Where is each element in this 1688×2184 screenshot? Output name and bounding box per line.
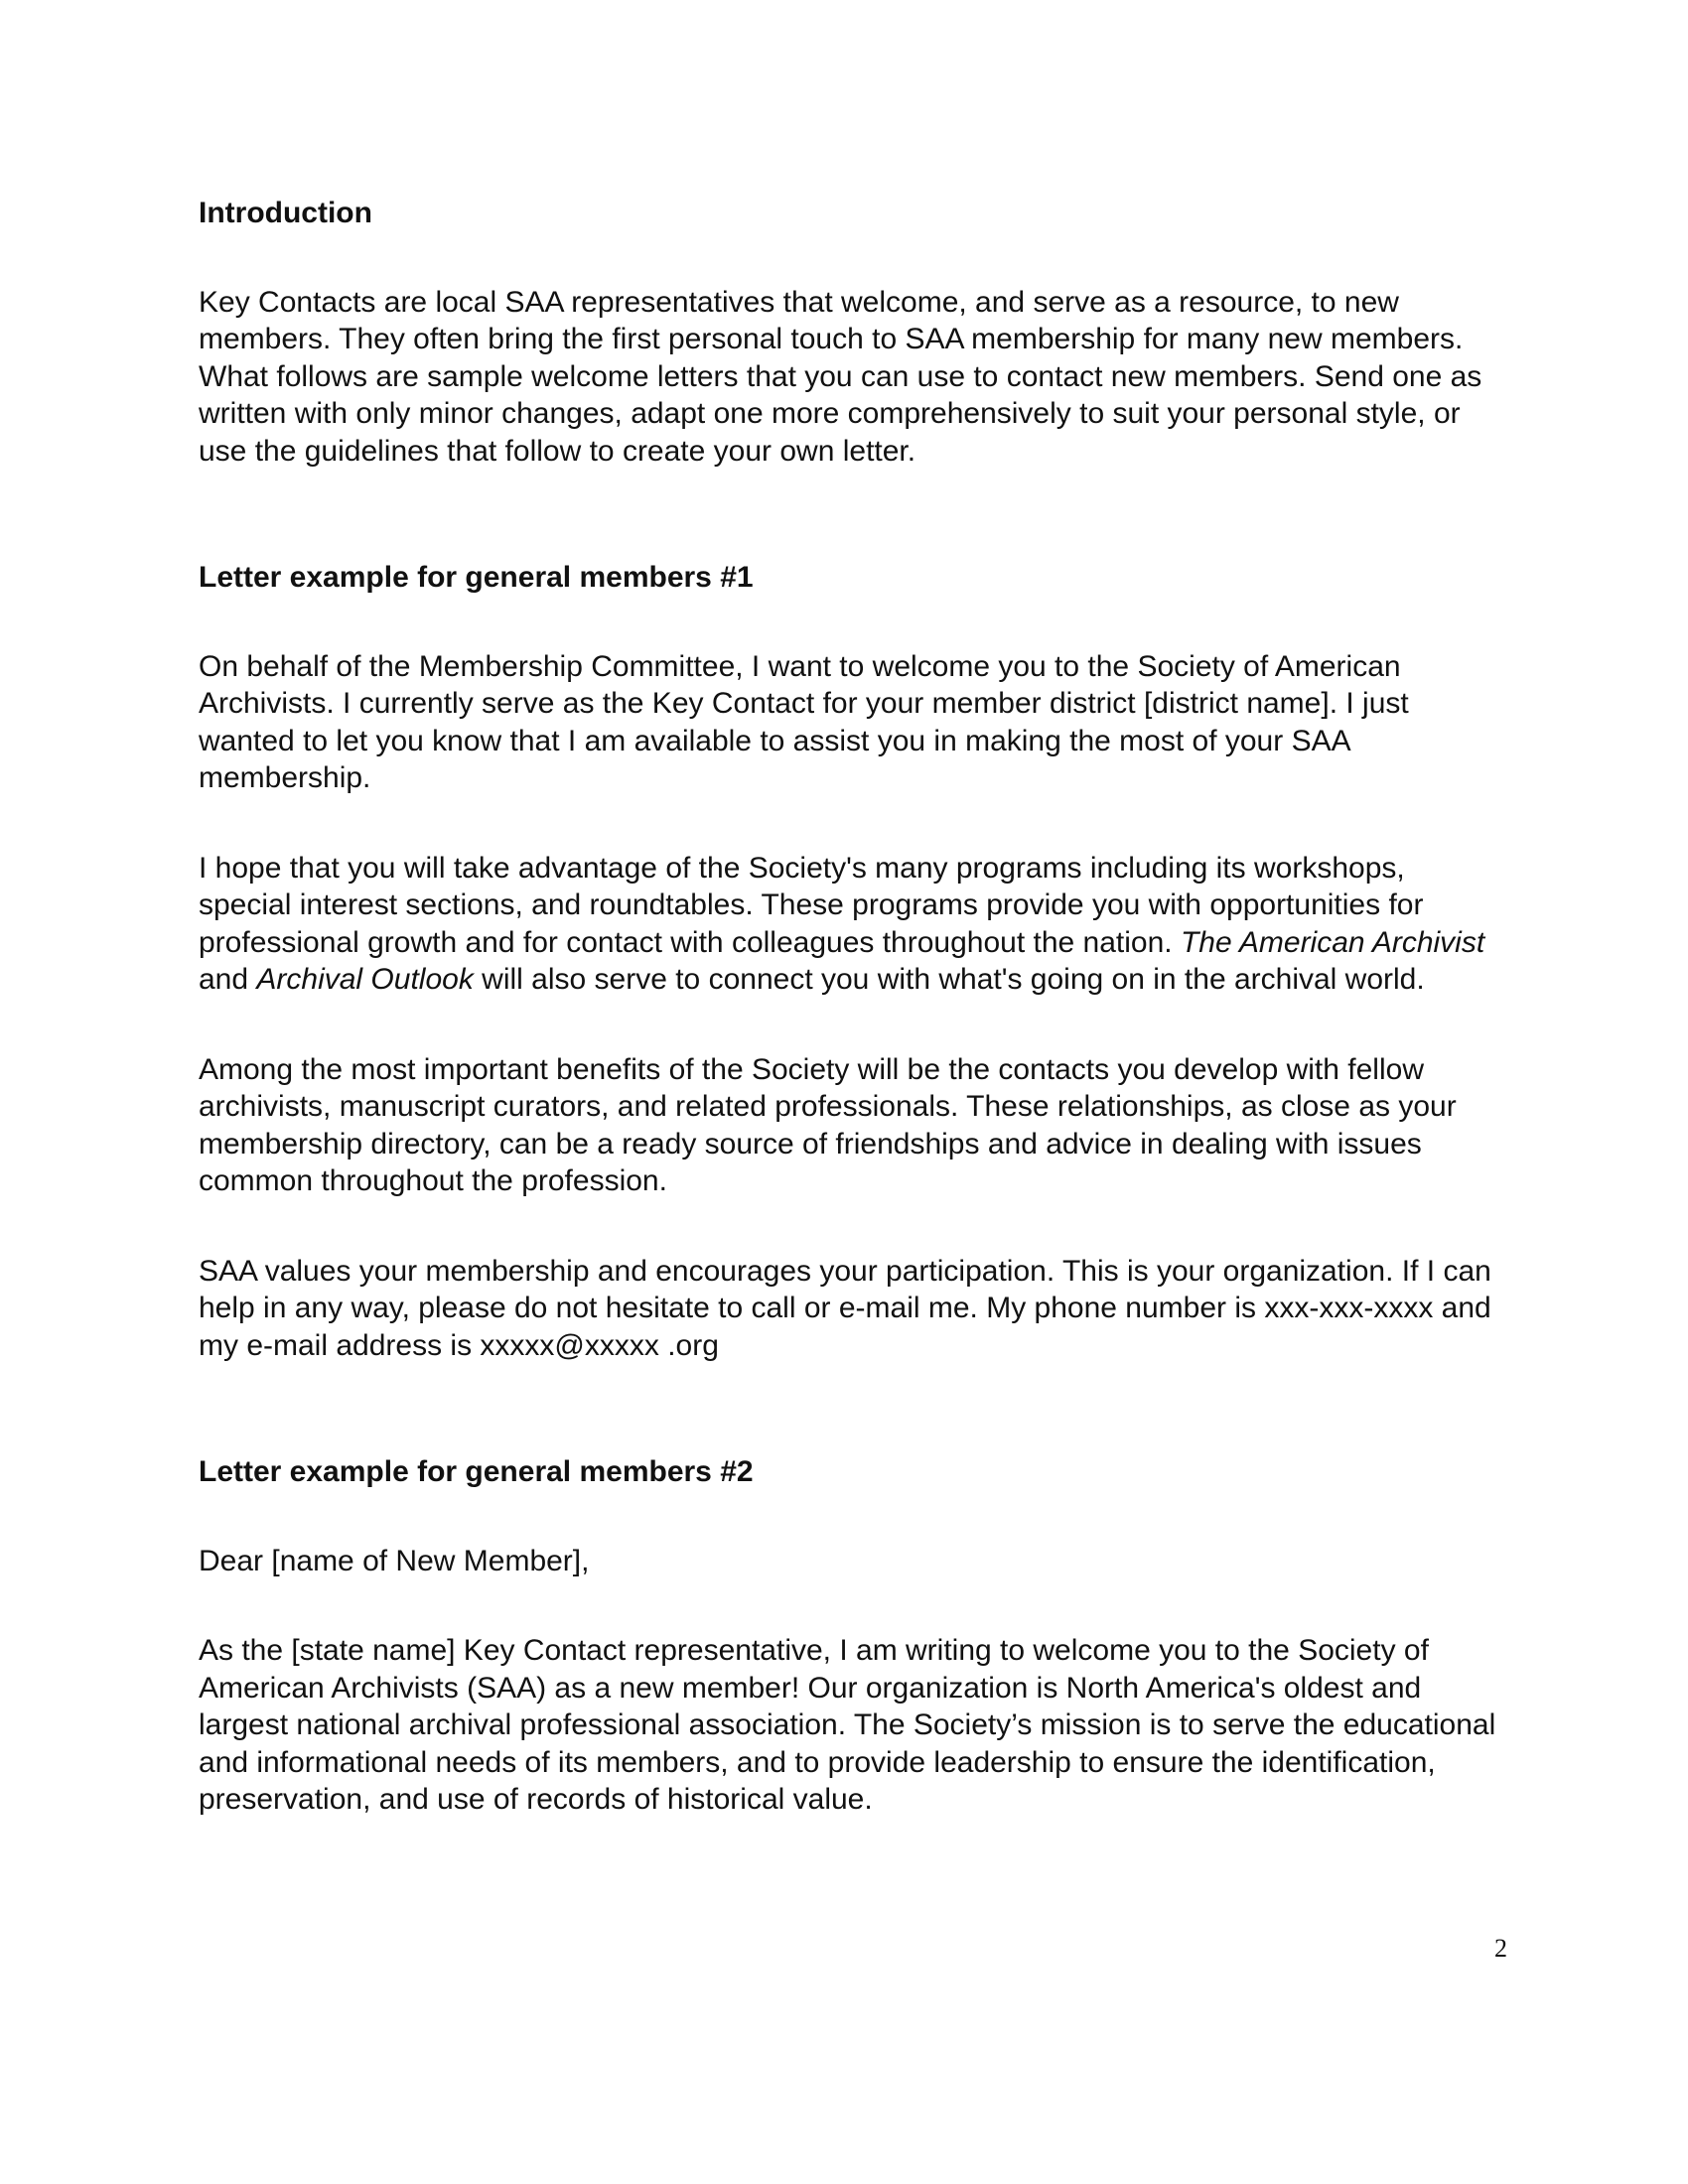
- letter1-paragraph-4: SAA values your membership and encourages your participation. This is your organization. If I can help in any way, please do not hesitate to call or e-mail me. My phone number is xxx-xxx-xxxx and my e-mail address is xxxxx@xxxxx .org: [199, 1254, 1491, 1362]
- page-number: 2: [1494, 1934, 1507, 1963]
- letter1-paragraph-1: On behalf of the Membership Committee, I want to welcome you to the Society of American Archivists. I currently serve as the Key Contact for your member district [district name]. I just wanted to let you know that I am available to assist you in making the most of your SAA membership.: [199, 649, 1409, 794]
- journal-title-american-archivist: The American Archivist: [1180, 925, 1485, 959]
- letter1-heading: Letter example for general members #1: [199, 561, 754, 594]
- letter1-p2-text-before: I hope that you will take advantage of the Society's many programs including its workshops, special interest sections, and roundtables. These programs provide you with opportunities for professional growth and for contact with colleagues throughout the nation.: [199, 851, 1424, 959]
- journal-title-archival-outlook: Archival Outlook: [256, 963, 474, 996]
- document-body: [199, 195, 1499, 1819]
- letter1-p2-text-and: and: [199, 963, 257, 996]
- letter2-salutation: Dear [name of New Member],: [199, 1544, 590, 1577]
- letter1-paragraph-3: Among the most important benefits of the Society will be the contacts you develop with fellow archivists, manuscript curators, and related professionals. These relationships, as close as your membership directory, can be a ready source of friendships and advice in dealing with issues common throughout the profession.: [199, 1052, 1457, 1197]
- introduction-paragraph: Key Contacts are local SAA representatives that welcome, and serve as a resource, to new members. They often bring the first personal touch to SAA membership for many new members. What follows are sample welcome letters that you can use to contact new members. Send one as written with only minor changes, adapt one more comprehensively to suit your personal style, or use the guidelines that follow to create your own letter.: [199, 285, 1482, 468]
- letter2-heading: Letter example for general members #2: [199, 1455, 754, 1488]
- letter1-paragraph-2: [199, 850, 1499, 999]
- letter1-p2-text-after: will also serve to connect you with what's going on in the archival world.: [473, 963, 1425, 996]
- introduction-heading: Introduction: [199, 197, 372, 229]
- letter2-paragraph-1: As the [state name] Key Contact representative, I am writing to welcome you to the Society of American Archivists (SAA) as a new member! Our organization is North America's oldest and largest national archival professional association. The Society’s mission is to serve the educational and informational needs of its members, and to provide leadership to ensure the identification, preservation, and use of records of historical value.: [199, 1634, 1496, 1816]
